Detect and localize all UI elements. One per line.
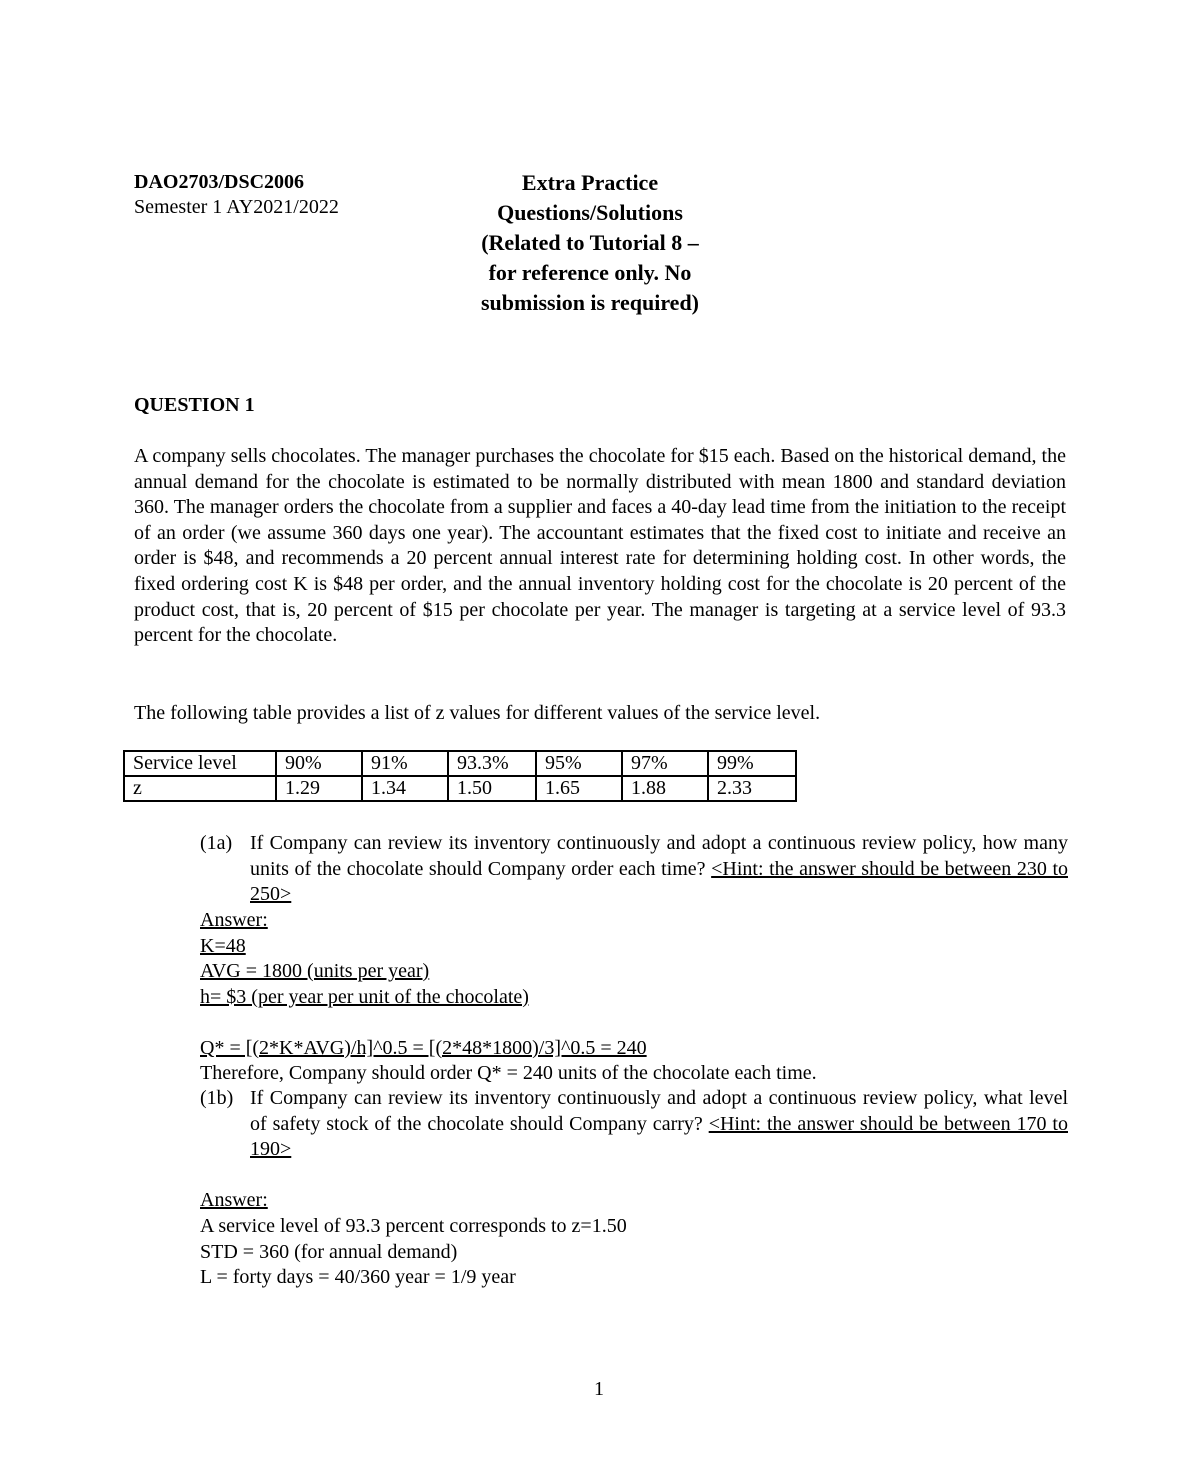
hint-text: <Hint: the answer should be between 170 to 190> xyxy=(250,1112,1068,1161)
course-code: DAO2703/DSC2006 xyxy=(134,171,305,193)
course-info xyxy=(134,170,339,220)
table-intro: The following table provides a list of z values for different values of the service level. xyxy=(134,702,821,724)
z-value-table xyxy=(123,750,797,802)
table-cell: 1.50 xyxy=(448,776,536,801)
title-line: submission is required) xyxy=(480,290,700,315)
table-cell: Service level xyxy=(124,751,276,776)
answer-label: Answer: xyxy=(200,1189,268,1211)
title-line: (Related to Tutorial 8 – xyxy=(481,230,699,255)
document-title xyxy=(440,168,740,318)
table-cell: 1.34 xyxy=(362,776,448,801)
answer-line: L = forty days = 40/360 year = 1/9 year xyxy=(200,1266,516,1288)
question-heading: QUESTION 1 xyxy=(134,394,255,416)
title-line: Questions/Solutions xyxy=(497,200,683,225)
table-cell: 91% xyxy=(362,751,448,776)
part-1b xyxy=(200,1086,1068,1163)
part-tag: (1a) xyxy=(200,832,233,854)
hint-text: <Hint: the answer should be between 230 to 250> xyxy=(250,857,1068,906)
table-cell: 1.88 xyxy=(622,776,708,801)
table-cell: z xyxy=(124,776,276,801)
table-cell: 95% xyxy=(536,751,622,776)
part-text xyxy=(200,831,1068,908)
table-cell: 99% xyxy=(708,751,796,776)
page-number: 1 xyxy=(594,1378,604,1400)
title-line: Extra Practice xyxy=(521,170,659,195)
table-cell: 90% xyxy=(276,751,362,776)
part-question: If Company can review its inventory continuously and adopt a continuous review policy, what level of safety stock of the chocolate should Company carry? xyxy=(250,1087,1068,1135)
part-1a xyxy=(200,831,1068,908)
answer-line: STD = 360 (for annual demand) xyxy=(200,1241,458,1263)
table-cell: 1.29 xyxy=(276,776,362,801)
conclusion-line: Therefore, Company should order Q* = 240 units of the chocolate each time. xyxy=(200,1062,817,1084)
answer-line: A service level of 93.3 percent corresponds to z=1.50 xyxy=(200,1215,627,1237)
title-line: for reference only. No xyxy=(488,260,692,285)
answer-line: h= $3 (per year per unit of the chocolate) xyxy=(200,986,529,1008)
answer-label: Answer: xyxy=(200,909,268,931)
table-cell: 1.65 xyxy=(536,776,622,801)
table-row xyxy=(124,776,796,801)
table-cell: 97% xyxy=(622,751,708,776)
formula-line: Q* = [(2*K*AVG)/h]^0.5 = [(2*48*1800)/3]^0.5 = 240 xyxy=(200,1037,647,1059)
part-text xyxy=(200,1086,1068,1163)
part-tag: (1b) xyxy=(200,1087,234,1109)
table-cell: 2.33 xyxy=(708,776,796,801)
semester-label: Semester 1 AY2021/2022 xyxy=(134,196,339,218)
answer-line: AVG = 1800 (units per year) xyxy=(200,960,430,982)
table-cell: 93.3% xyxy=(448,751,536,776)
part-question: If Company can review its inventory continuously and adopt a continuous review policy, how many units of the chocolate should Company order each time? xyxy=(250,832,1068,880)
question-paragraph: A company sells chocolates. The manager purchases the chocolate for $15 each. Based on the historical demand, the annual demand for the chocolate is estimated to be normally distributed with mean 1800 and standard deviation 360. The manager orders the chocolate from a supplier and faces a 40-day lead time from the initiation to the receipt of an order (we assume 360 days one year). The accountant estimates that the fixed cost to initiate and receive an order is $48, and recommends a 20 percent annual interest rate for determining holding cost. In other words, the fixed ordering cost K is $48 per order, and the annual inventory holding cost for the chocolate is 20 percent of the product cost, that is, 20 percent of $15 per chocolate per year. The manager is targeting at a service level of 93.3 percent for the chocolate. xyxy=(134,445,1066,647)
answer-line: K=48 xyxy=(200,935,246,957)
table-row xyxy=(124,751,796,776)
